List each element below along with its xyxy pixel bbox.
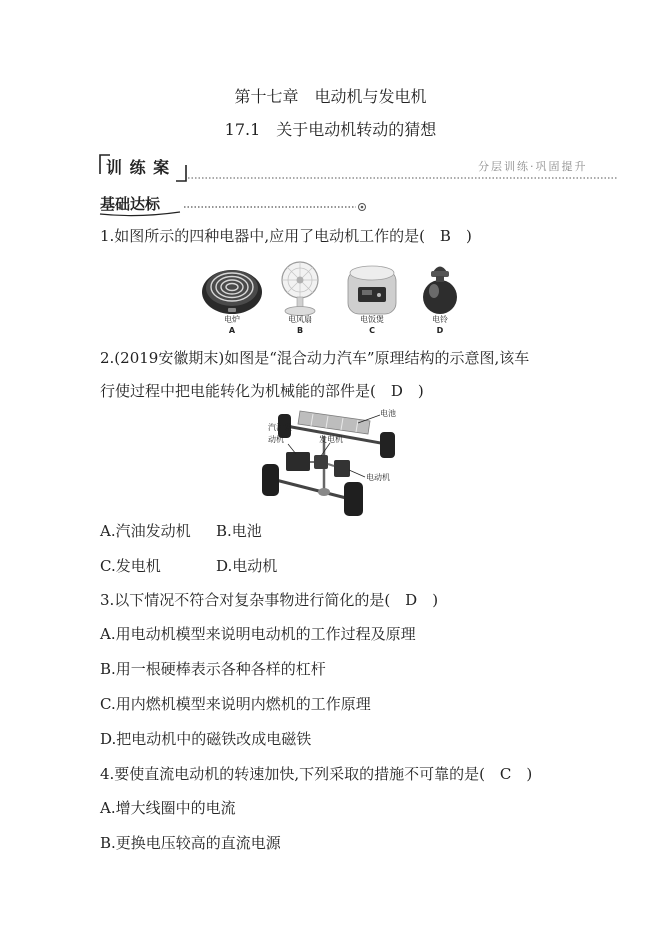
figure-letter-a: A xyxy=(228,326,236,335)
banner-label: 训 练 案 xyxy=(106,158,171,177)
question-2-stem-line-2: 行使过程中把电能转化为机械能的部件是( D ) xyxy=(100,382,424,400)
electric-fan-icon xyxy=(282,262,318,316)
question-1-stem: 1.如图所示的四种电器中,应用了电动机工作的是( B ) xyxy=(100,227,472,245)
figure-label-bell: 电铃 xyxy=(432,315,448,324)
question-4-option-a: A.增大线圈中的电流 xyxy=(100,799,236,817)
section-title: 17.1 关于电动机转动的猜想 xyxy=(224,120,437,139)
label-motor: 电动机 xyxy=(366,473,390,482)
rice-cooker-icon xyxy=(348,266,396,314)
level-heading: 基础达标 xyxy=(100,195,161,213)
question-3-option-b: B.用一根硬棒表示各种各样的杠杆 xyxy=(100,660,326,678)
question-2-option-c: C.发电机 xyxy=(100,557,161,575)
question-3-option-c: C.用内燃机模型来说明内燃机的工作原理 xyxy=(100,695,371,713)
figure-letter-b: B xyxy=(296,326,304,335)
figure-label-cooker: 电饭煲 xyxy=(360,315,384,324)
question-2-option-a: A.汽油发动机 xyxy=(100,522,191,540)
label-generator: 发电机 xyxy=(319,435,343,444)
hybrid-car-diagram-icon xyxy=(258,402,400,520)
question-4-stem: 4.要使直流电动机的转速加快,下列采取的措施不可靠的是( C ) xyxy=(100,765,533,783)
question-3-stem: 3.以下情况不符合对复杂事物进行简化的是( D ) xyxy=(100,591,439,609)
figure-letter-d: D xyxy=(436,326,444,335)
question-3-option-a: A.用电动机模型来说明电动机的工作过程及原理 xyxy=(100,625,416,643)
banner-tagline: 分层训练·巩固提升 xyxy=(478,160,588,173)
figure-label-stove: 电炉 xyxy=(224,315,240,324)
electric-stove-icon xyxy=(202,270,262,314)
question-2-option-d: D.电动机 xyxy=(216,557,278,575)
appliances-figure xyxy=(195,258,470,338)
figure-label-fan: 电风扇 xyxy=(288,315,312,324)
question-2-stem-line-1: 2.(2019安徽期末)如图是“混合动力汽车”原理结构的示意图,该车 xyxy=(100,349,530,367)
chapter-title: 第十七章 电动机与发电机 xyxy=(234,87,427,106)
question-3-option-d: D.把电动机中的磁铁改成电磁铁 xyxy=(100,730,312,748)
label-engine-line-1: 汽油发 xyxy=(268,423,292,432)
electric-bell-icon xyxy=(423,267,457,315)
label-battery: 电池 xyxy=(380,409,396,418)
question-2-option-b: B.电池 xyxy=(216,522,262,540)
figure-letter-c: C xyxy=(369,326,375,335)
label-engine-line-2: 动机 xyxy=(268,435,284,444)
question-4-option-b: B.更换电压较高的直流电源 xyxy=(100,834,281,852)
